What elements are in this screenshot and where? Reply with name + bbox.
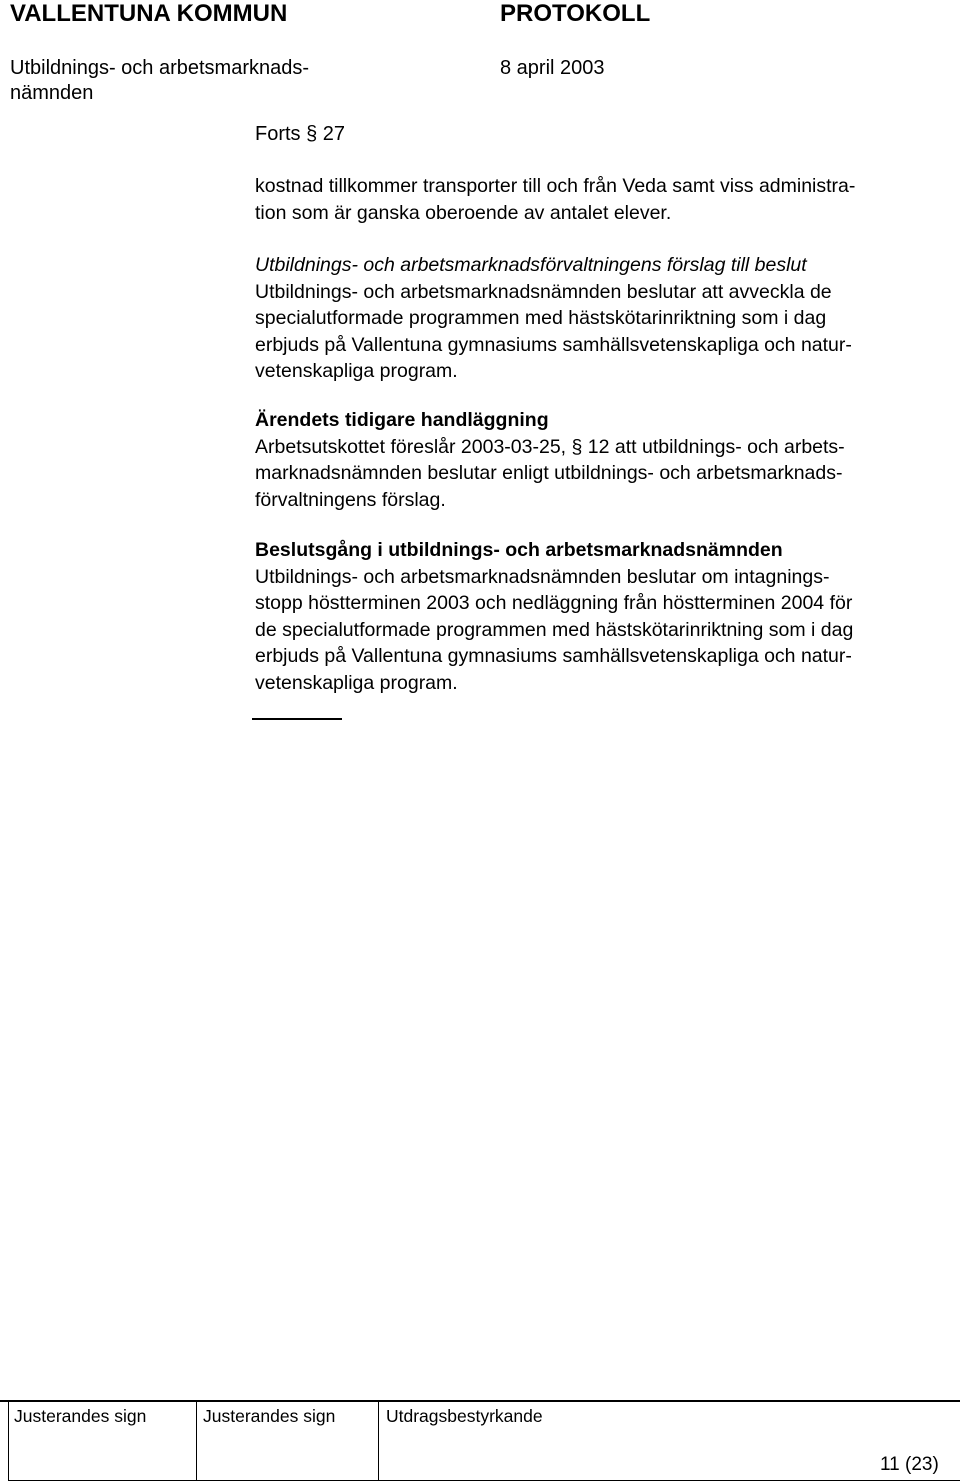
section-reference: Forts § 27 <box>255 123 346 145</box>
text-line: vetenskapliga program. <box>255 360 458 382</box>
signature-cell-2: Justerandes sign <box>203 1406 336 1426</box>
signature-rule <box>252 718 342 720</box>
footer-divider <box>378 1400 379 1480</box>
meeting-date: 8 april 2003 <box>500 57 605 79</box>
organization-name: VALLENTUNA KOMMUN <box>10 0 288 27</box>
certification-cell: Utdragsbestyrkande <box>386 1406 543 1426</box>
text-line: stopp höstterminen 2003 och nedläggning från höstterminen 2004 för <box>255 592 853 614</box>
text-line: erbjuds på Vallentuna gymnasiums samhällsvetenskapliga och natur- <box>255 645 852 667</box>
prior-handling-heading: Ärendets tidigare handläggning <box>255 409 549 431</box>
decision-heading: Beslutsgång i utbildnings- och arbetsmarknadsnämnden <box>255 539 783 561</box>
text-line: specialutformade programmen med hästskötarinriktning som i dag <box>255 307 827 329</box>
committee-name-line1: Utbildnings- och arbetsmarknads- <box>10 57 310 79</box>
prior-handling-section <box>255 407 845 513</box>
text-line: vetenskapliga program. <box>255 671 458 694</box>
document-type: PROTOKOLL <box>500 0 651 27</box>
footer-bottom-rule <box>8 1480 960 1481</box>
text-line: marknadsnämnden beslutar enligt utbildnings- och arbetsmarknads- <box>255 462 843 484</box>
signature-footer <box>0 1400 960 1482</box>
text-line: Arbetsutskottet föreslår 2003-03-25, § 12 att utbildnings- och arbets- <box>255 435 845 458</box>
text-line: de specialutformade programmen med hästskötarinriktning som i dag <box>255 618 854 641</box>
footer-top-rule <box>0 1400 960 1402</box>
committee-name-line2: nämnden <box>10 82 94 104</box>
footer-divider <box>8 1400 9 1480</box>
decision-section <box>255 537 853 696</box>
proposal-heading: Utbildnings- och arbetsmarknadsförvaltningens förslag till beslut <box>255 254 807 276</box>
page-number: 11 (23) <box>880 1454 939 1475</box>
footer-divider <box>196 1400 197 1480</box>
proposal-section <box>255 252 852 385</box>
text-line: Utbildnings- och arbetsmarknadsnämnden beslutar om intagnings- <box>255 565 830 588</box>
signature-cell-1: Justerandes sign <box>14 1406 147 1426</box>
text-line: kostnad tillkommer transporter till och från Veda samt viss administra- <box>255 175 856 197</box>
intro-paragraph <box>255 173 855 226</box>
text-line: förvaltningens förslag. <box>255 488 446 511</box>
text-line: erbjuds på Vallentuna gymnasiums samhällsvetenskapliga och natur- <box>255 333 852 356</box>
text-line: tion som är ganska oberoende av antalet elever. <box>255 201 672 224</box>
text-line: Utbildnings- och arbetsmarknadsnämnden beslutar att avveckla de <box>255 280 832 303</box>
